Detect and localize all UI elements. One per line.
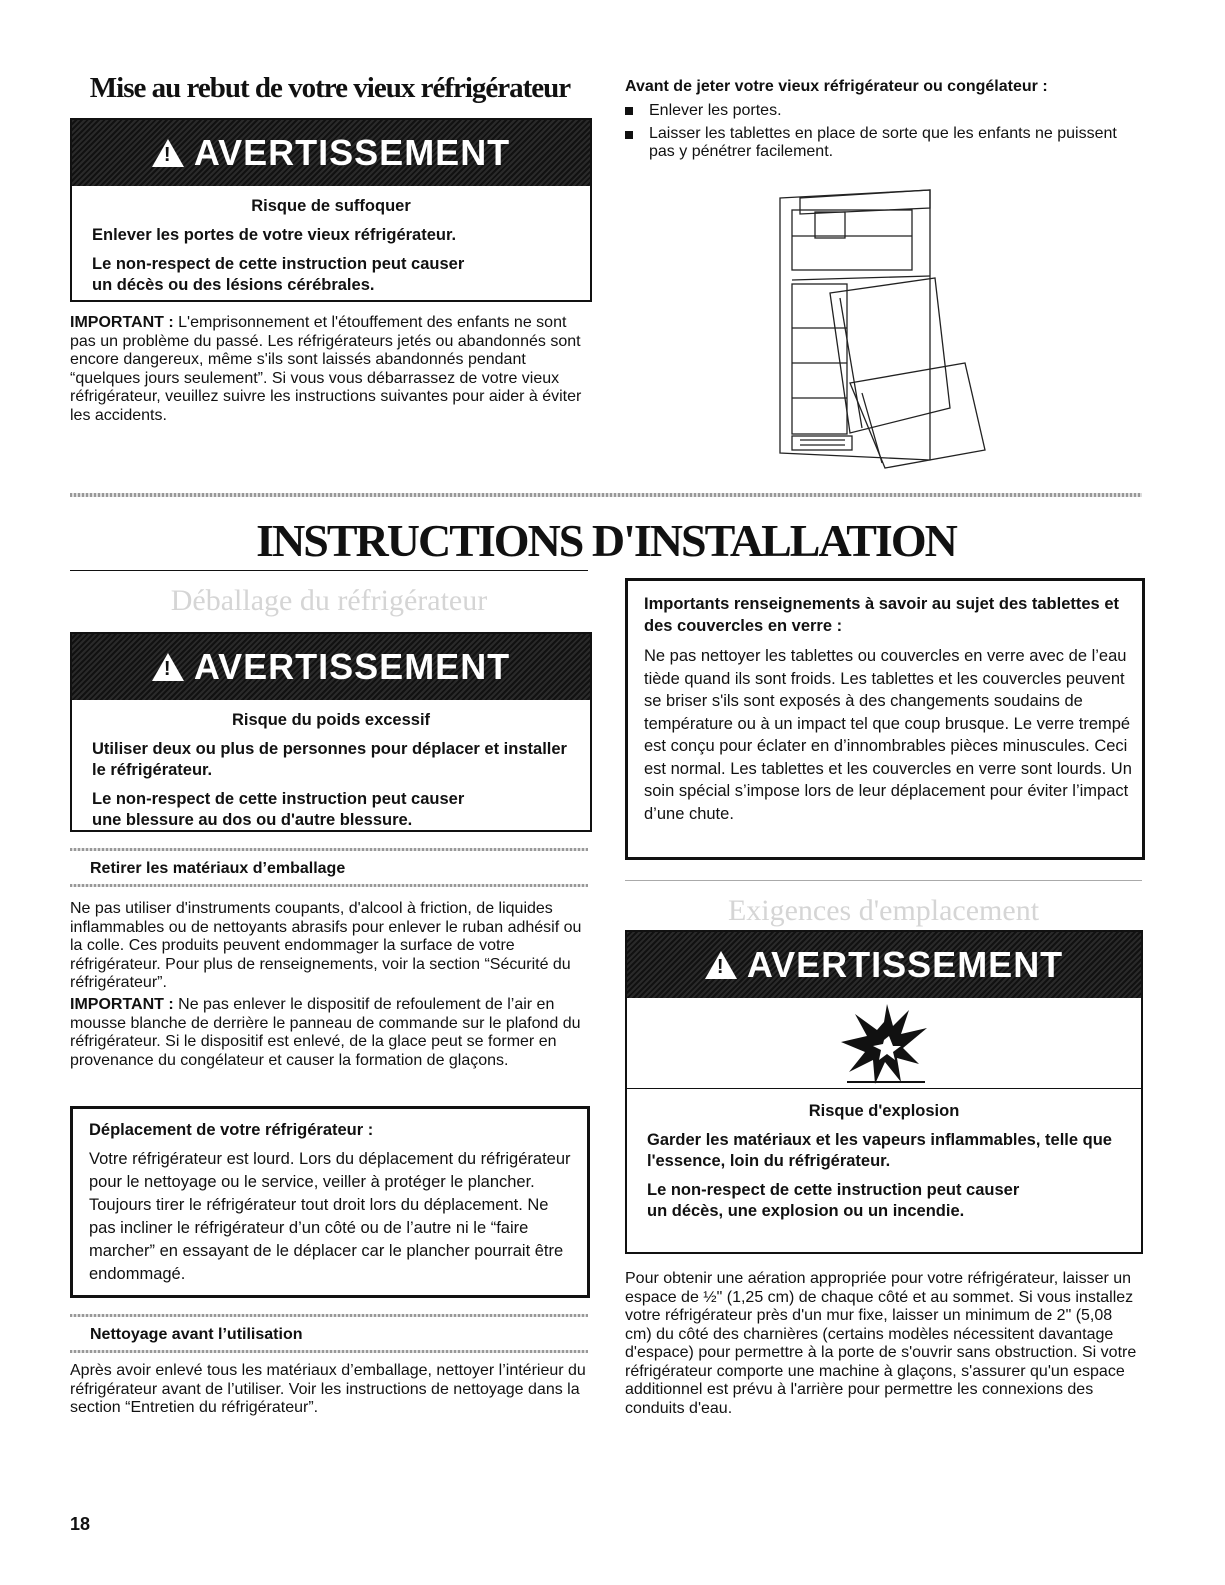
location-text: Pour obtenir une aération appropriée pour votre réfrigérateur, laisser un espace de ½" (1,25 cm) de chaque côté et au sommet. Si vous installez votre réfrigérateur près d'un mur fixe, laisser un minimum de 2" (5,08 cm) du côté des charnières (certains modèles nécessitent davantage d'espace) pour permettre à la porte de s'ouvrir sans obstruction. Si votre réfrigérateur comporte une machine à glaçons, s'assurer qu'un espace additionnel est prévu à l'arrière pour permettre les connexions des conduits d'eau. (625, 1270, 1137, 1417)
warning-consequence-line2: un décès, une explosion ou un incendie. (647, 1202, 965, 1220)
warning-banner-text: AVERTISSEMENT (746, 944, 1064, 985)
warning-box-weight (70, 632, 592, 832)
warning-banner (72, 120, 590, 186)
warning-triangle-icon (705, 951, 737, 979)
before-disposal-list (625, 102, 1125, 162)
important-text: L'emprisonnement et l'étouffement des enfants ne sont pas un problème du passé. Les réfrigérateurs jetés ou abandonnés sont encore dangereux, même s'ils sont laissés abandonnés pendant “quelques jours seulement”. Si vous vous débarrassez de votre vieux réfrigérateur, veuillez suivre les instructions suivantes pour aider à éviter les accidents. (70, 314, 582, 424)
warning-banner (627, 932, 1141, 998)
air-baffle-important-paragraph (70, 996, 590, 1070)
subsection-rule (70, 884, 588, 887)
list-item: Enlever les portes. (625, 102, 1125, 121)
warning-risk: Risque d'explosion (808, 1102, 960, 1120)
location-requirements-title: Exigences d'emplacement (727, 894, 1040, 927)
warning-consequence-line2: une blessure au dos ou d'autre blessure. (92, 811, 413, 829)
section-rule (625, 880, 1142, 881)
cleaning-text: Après avoir enlevé tous les matériaux d’emballage, nettoyer l’intérieur du réfrigérateur avant de l’utiliser. Voir les instructions de nettoyage dans la section “Entretien du réfrigérateur”. (70, 1362, 586, 1416)
subsection-rule (70, 1350, 588, 1353)
disposal-title: Mise au rebut de votre vieux réfrigérateur (89, 72, 571, 104)
glass-shelves-info-box (625, 578, 1145, 860)
disposal-important-paragraph (70, 314, 590, 425)
warning-banner-text: AVERTISSEMENT (193, 132, 511, 173)
list-item: Laisser les tablettes en place de sorte que les enfants ne puissent pas y pénétrer facilement. (625, 125, 1125, 162)
glass-heading: Importants renseignements à savoir au sujet des tablettes et des couvercles en verre : (644, 595, 1119, 635)
warning-banner-text: AVERTISSEMENT (193, 646, 511, 687)
warning-box-suffocation (70, 118, 592, 302)
important-label: IMPORTANT : (70, 314, 174, 331)
subsection-rule (70, 1314, 588, 1317)
before-disposal-heading: Avant de jeter votre vieux réfrigérateur ou congélateur : (625, 78, 1048, 95)
refrigerator-doors-removed-illustration (770, 188, 1000, 478)
explosion-symbol-area (627, 998, 1141, 1089)
glass-text: Ne pas nettoyer les tablettes ou couvercles en verre avec de l’eau tiède quand ils sont froids. Les tablettes et les couvercles peuvent se briser s'ils sont exposés à des changements soudains de température ou à un impact tel que coup brusque. Le verre trempé est conçu pour éclater en d’innombrables pièces minuscules. Ceci est normal. Les tablettes et les couvercles en verre sont lourds. Un soin spécial s’impose lors de leur déplacement pour éviter l’impact d’une chute. (644, 647, 1132, 823)
warning-banner (72, 634, 590, 700)
warning-risk: Risque de suffoquer (251, 197, 411, 215)
moving-refrigerator-box (70, 1106, 590, 1298)
unpacking-title: Déballage du réfrigérateur (170, 584, 488, 617)
subsection-rule (70, 848, 588, 851)
warning-consequence-line1: Le non-respect de cette instruction peut causer (647, 1181, 1020, 1199)
warning-instruction: Utiliser deux ou plus de personnes pour déplacer et installer le réfrigérateur. (92, 740, 567, 779)
moving-text: Votre réfrigérateur est lourd. Lors du déplacement du réfrigérateur pour le nettoyage ou le service, veiller à protéger le plancher. Toujours tirer le réfrigérateur tout droit lors du déplacement. Ne pas incliner le réfrigérateur d’un côté ou de l’autre ni le “faire marcher” en essayant de le déplacer car le plancher pourrait être endommagé. (89, 1150, 571, 1283)
title-underline (70, 570, 588, 571)
warning-triangle-icon (152, 653, 184, 681)
warning-risk: Risque du poids excessif (231, 711, 431, 729)
important-text: Ne pas enlever le dispositif de refoulement de l’air en mousse blanche de derrière le panneau de commande sur le plafond du réfrigérateur. Si le dispositif est enlevé, de la glace peut se former en provenance du congélateur et causer la formation de glaçons. (70, 996, 581, 1069)
section-divider (70, 493, 1142, 497)
warning-instruction: Garder les matériaux et les vapeurs inflammables, telle que l'essence, loin du réfrigérateur. (647, 1131, 1112, 1170)
warning-box-explosion (625, 930, 1143, 1254)
warning-consequence-line2: un décès ou des lésions cérébrales. (92, 276, 375, 294)
bullet-icon (625, 131, 633, 139)
bullet-icon (625, 107, 633, 115)
warning-instruction: Enlever les portes de votre vieux réfrigérateur. (92, 226, 457, 244)
page-number: 18 (70, 1514, 91, 1534)
remove-packaging-heading: Retirer les matériaux d’emballage (90, 860, 346, 877)
important-label: IMPORTANT : (70, 996, 174, 1013)
installation-title: INSTRUCTIONS D'INSTALLATION (256, 515, 956, 566)
warning-consequence-line1: Le non-respect de cette instruction peut causer (92, 255, 465, 273)
warning-consequence-line1: Le non-respect de cette instruction peut causer (92, 790, 465, 808)
cleaning-heading: Nettoyage avant l’utilisation (90, 1326, 303, 1343)
explosion-icon (839, 1002, 929, 1086)
remove-packaging-text: Ne pas utiliser d'instruments coupants, d'alcool à friction, de liquides inflammables ou de nettoyants abrasifs pour enlever le ruban adhésif ou la colle. Ces produits peuvent endommager la surface de votre réfrigérateur. Pour plus de renseignements, voir la section “Sécurité du réfrigérateur”. (70, 900, 582, 991)
moving-heading: Déplacement de votre réfrigérateur : (89, 1121, 374, 1139)
warning-triangle-icon (152, 139, 184, 167)
